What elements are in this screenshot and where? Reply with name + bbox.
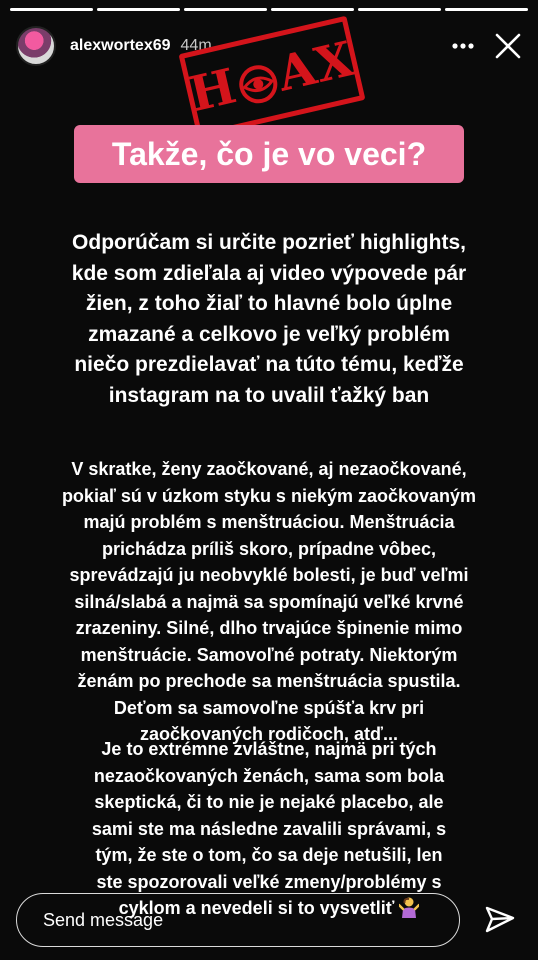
close-icon[interactable] (492, 30, 524, 62)
paragraph-text: Je to extrémne zvláštne, najmä pri tých nezaočkovaných ženách, sama som bola skeptická, či to nie je nejaké placebo, ale sami ste ma následne zavalili správami, s tým, že ste o tom, čo sa deje netušili, len ste spozorovali veľké zmeny/problémy s cyklom a nevedeli si to vysvetliť (91, 739, 447, 918)
story-progress-bar (10, 8, 528, 11)
time-ago: 44m (180, 37, 212, 54)
story-paragraph: Odporúčam si určite pozrieť highlights, kde som zdieľala aj video výpovede pár žien, z toho žiaľ to hlavné bolo úplne zmazané a celkovo je veľký problém niečo prezdielavať na túto tému, keďže instagram na to uvalil ťažký ban (71, 231, 467, 407)
avatar[interactable] (16, 26, 56, 66)
story-footer (16, 892, 522, 948)
story-title: Takže, čo je vo veci? (74, 125, 464, 183)
stamp-letters: AX (272, 30, 360, 103)
progress-segment (97, 8, 180, 11)
story-paragraph: V skratke, ženy zaočkované, aj nezaočkované, pokiaľ sú v úzkom styku s niekým zaočkovaným majú problém s menštruáciou. Menštruácia prichádza príliš skoro, prípadne vôbec, sprevádzajú ju neobvyklé bolesti, je buď veľmi silná/slabá a najmä sa spomínajú veľké krvné zrazeniny. Silné, dlho trvajúce špinenie mimo menštruácie. Samovoľné potraty. Niektorým ženám po prechode sa menštruácia spustila. Deťom sa samovoľne spúšťa krv pri zaočkovaných rodičoch, atď... (61, 459, 477, 744)
stamp-letter: H (184, 58, 243, 124)
eye-icon (233, 56, 281, 104)
send-message-input[interactable] (16, 893, 460, 947)
progress-segment (358, 8, 441, 11)
username[interactable]: alexwortex69 (70, 37, 171, 54)
more-icon[interactable] (448, 31, 478, 61)
progress-segment (10, 8, 93, 11)
progress-segment (184, 8, 267, 11)
send-icon[interactable] (478, 898, 522, 942)
progress-segment (271, 8, 354, 11)
progress-segment (445, 8, 528, 11)
